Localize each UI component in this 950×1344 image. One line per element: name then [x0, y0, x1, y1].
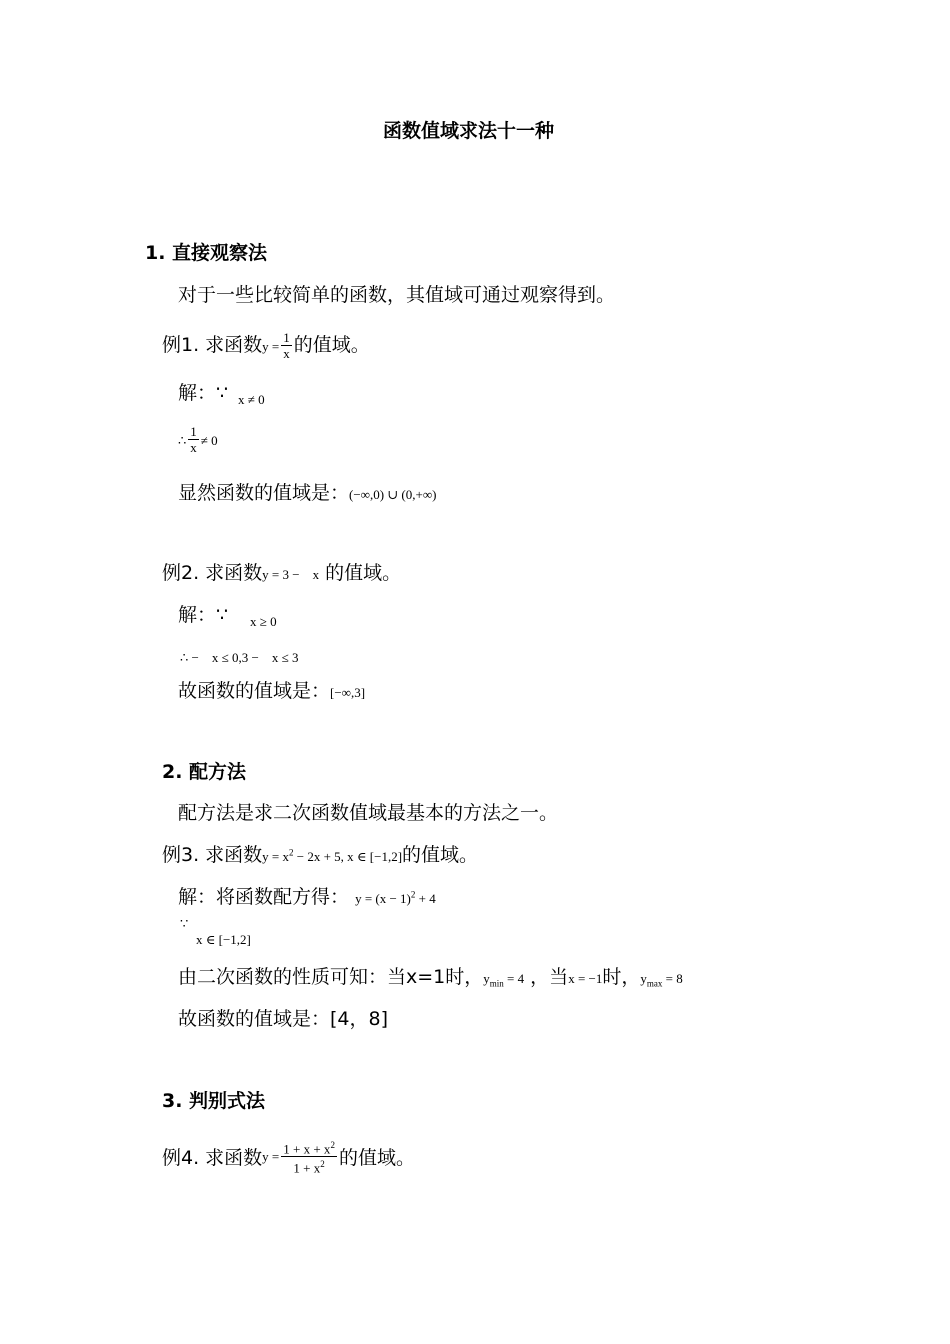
result-line: [178, 478, 436, 505]
property-text-b: ，当: [530, 966, 569, 988]
fraction-numerator: 1: [283, 330, 290, 345]
result-label: 故函数的值域是：: [178, 680, 331, 702]
section-heading-discriminant: 3. 判别式法: [162, 1090, 266, 1112]
fraction-denominator: x: [283, 346, 290, 361]
math-lhs: y =: [262, 339, 280, 354]
math-ymin: [483, 971, 525, 989]
example-tail: 的值域。: [402, 844, 479, 866]
fraction-numerator: 1: [190, 424, 197, 439]
example-tail: 的值域。: [338, 1147, 415, 1170]
example-label: 例2. 求函数: [162, 562, 263, 584]
math-ymax: [640, 971, 683, 989]
fraction-numerator: [281, 1138, 337, 1157]
math-condition: x ≥ 0: [250, 614, 277, 629]
math-expr: [262, 849, 402, 864]
section-intro: 配方法是求二次函数值域最基本的方法之一。: [178, 802, 559, 824]
math-y: y: [640, 971, 647, 986]
math-result: [−∞,3]: [330, 685, 366, 700]
math-square: 2: [330, 1140, 335, 1150]
solution-label: 解：∵: [178, 382, 229, 404]
math-square: 2: [320, 1159, 325, 1170]
math-subscript: min: [489, 978, 504, 989]
property-text-c: 时，: [602, 966, 641, 988]
math-square: 2: [410, 889, 416, 900]
therefore-symbol: ∴: [178, 433, 187, 448]
fraction-denominator: [281, 1157, 337, 1175]
page-title: 函数值域求法十一种: [383, 120, 555, 142]
math-condition: x ∈ [−1,2]: [196, 932, 251, 947]
example-label: 例3. 求函数: [162, 844, 263, 866]
math-value: = 8: [662, 971, 683, 986]
example-1: [162, 330, 370, 361]
example-tail: 的值域。: [325, 562, 402, 584]
math-subscript: max: [646, 978, 663, 989]
math-fraction: [281, 330, 292, 361]
because-symbol: ∵: [180, 916, 189, 931]
section-heading-direct-observation: 1. 直接观察法: [145, 242, 268, 264]
result-label: 显然函数的值域是：: [178, 482, 350, 504]
math-form-a: y = (x − 1): [355, 891, 411, 906]
property-line: [178, 962, 683, 989]
property-text-a: 由二次函数的性质可知：当x=1时，: [178, 966, 484, 988]
example-label: 例1. 求函数: [162, 334, 263, 356]
math-expr-b: − 2x + 5, x ∈ [−1,2]: [293, 849, 403, 864]
example-label: 例4. 求函数: [162, 1147, 263, 1170]
math-form-b: + 4: [415, 891, 436, 906]
result-line: 故函数的值域是：[4，8]: [178, 1008, 389, 1030]
denominator-text: 1 + x: [293, 1160, 321, 1176]
math-expr-a: y = x: [262, 849, 290, 864]
result-line: [178, 676, 365, 703]
section-intro: 对于一些比较简单的函数，其值域可通过观察得到。: [178, 284, 616, 306]
fraction-denominator: x: [190, 440, 197, 455]
solution-line: [178, 600, 228, 627]
math-step: ∴ − x ≤ 0,3 − x ≤ 3: [180, 650, 299, 665]
solution-label: 解：∵: [178, 604, 229, 626]
math-expr: y = 3 − x: [262, 567, 320, 582]
math-neq: ≠ 0: [200, 433, 218, 448]
math-completed-form: [355, 891, 436, 906]
math-square: 2: [289, 847, 294, 858]
solution-line: [178, 378, 228, 405]
solution-line: [178, 882, 436, 909]
math-result: (−∞,0) ∪ (0,+∞): [349, 487, 437, 502]
numerator-text: 1 + x + x: [283, 1141, 331, 1157]
math-x-neg: x = −1: [568, 971, 603, 986]
math-y: y: [483, 971, 490, 986]
math-condition: x ≠ 0: [238, 392, 265, 407]
example-3: [162, 840, 478, 867]
math-lhs: y =: [262, 1148, 280, 1164]
example-tail: 的值域。: [293, 334, 370, 356]
example-2: [162, 558, 401, 585]
math-fraction: [281, 1138, 337, 1176]
example-4: [162, 1138, 415, 1176]
solution-label: 解：将函数配方得：: [178, 886, 350, 908]
math-value: = 4: [503, 971, 525, 986]
section-heading-completing-square: 2. 配方法: [162, 761, 247, 783]
therefore-line: [178, 424, 218, 455]
math-fraction: [188, 424, 199, 455]
